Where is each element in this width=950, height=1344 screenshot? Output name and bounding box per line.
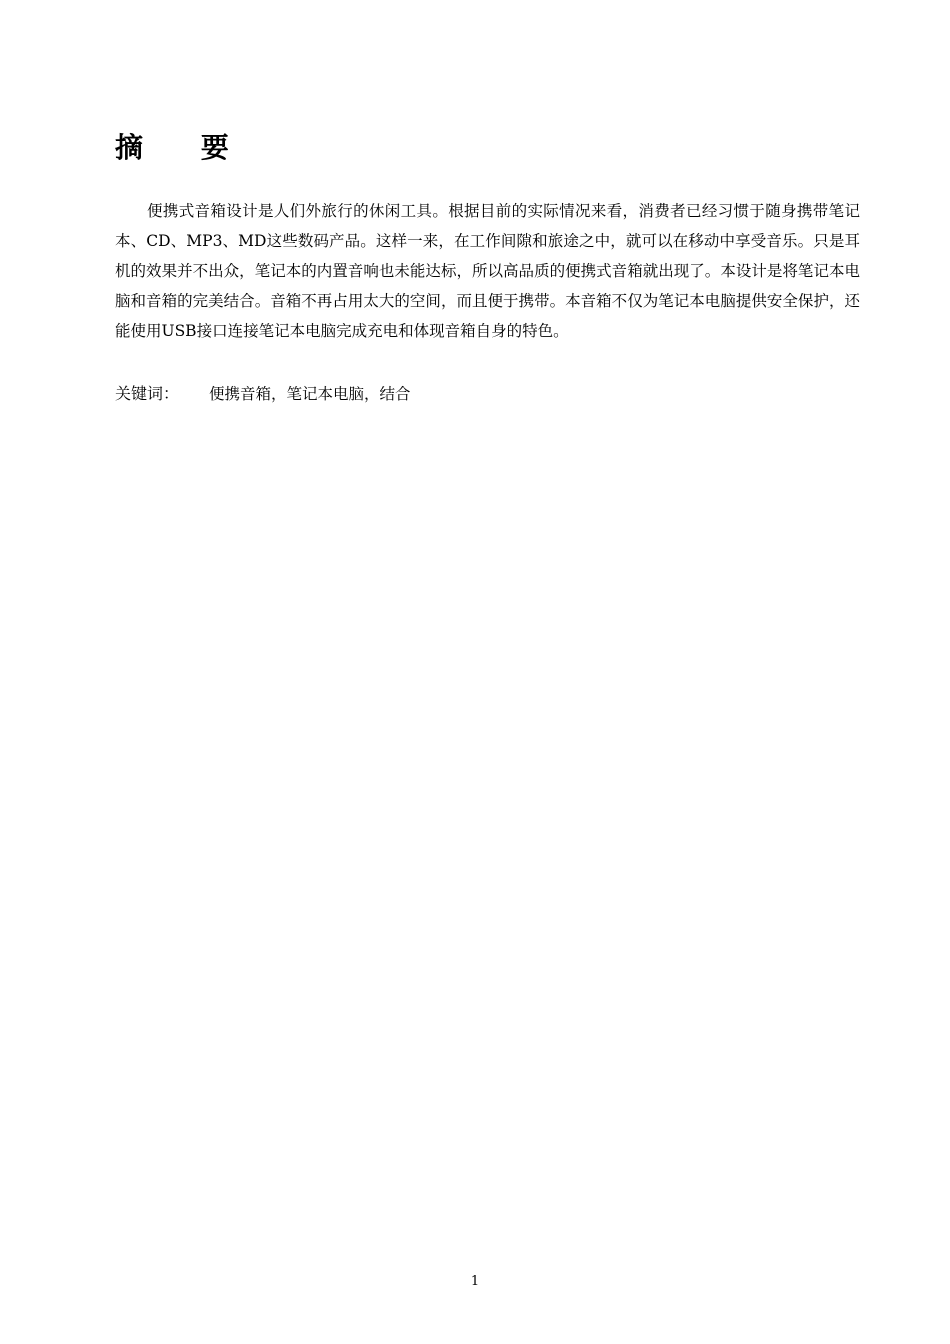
keywords-line [115,380,860,408]
keywords-label: 关键词： [115,384,180,403]
page-number: 1 [470,1274,480,1289]
keywords-value: 便携音箱，笔记本电脑，结合 [209,385,411,403]
abstract-paragraph: 便携式音箱设计是人们外旅行的休闲工具。根据目前的实际情况来看，消费者已经习惯于随身携带笔记本、CD、MP3、MD这些数码产品。这样一来，在工作间隙和旅途之中，就可以在移动中享受音乐。只是耳机的效果并不出众，笔记本的内置音响也未能达标，所以高品质的便携式音箱就出现了。本设计是将笔记本电脑和音箱的完美结合。音箱不再占用太大的空间，而且便于携带。本音箱不仅为笔记本电脑提供安全保护，还能使用USB接口连接笔记本电脑完成充电和体现音箱自身的特色。 [115,202,860,340]
page-title: 摘 要 [115,131,253,164]
